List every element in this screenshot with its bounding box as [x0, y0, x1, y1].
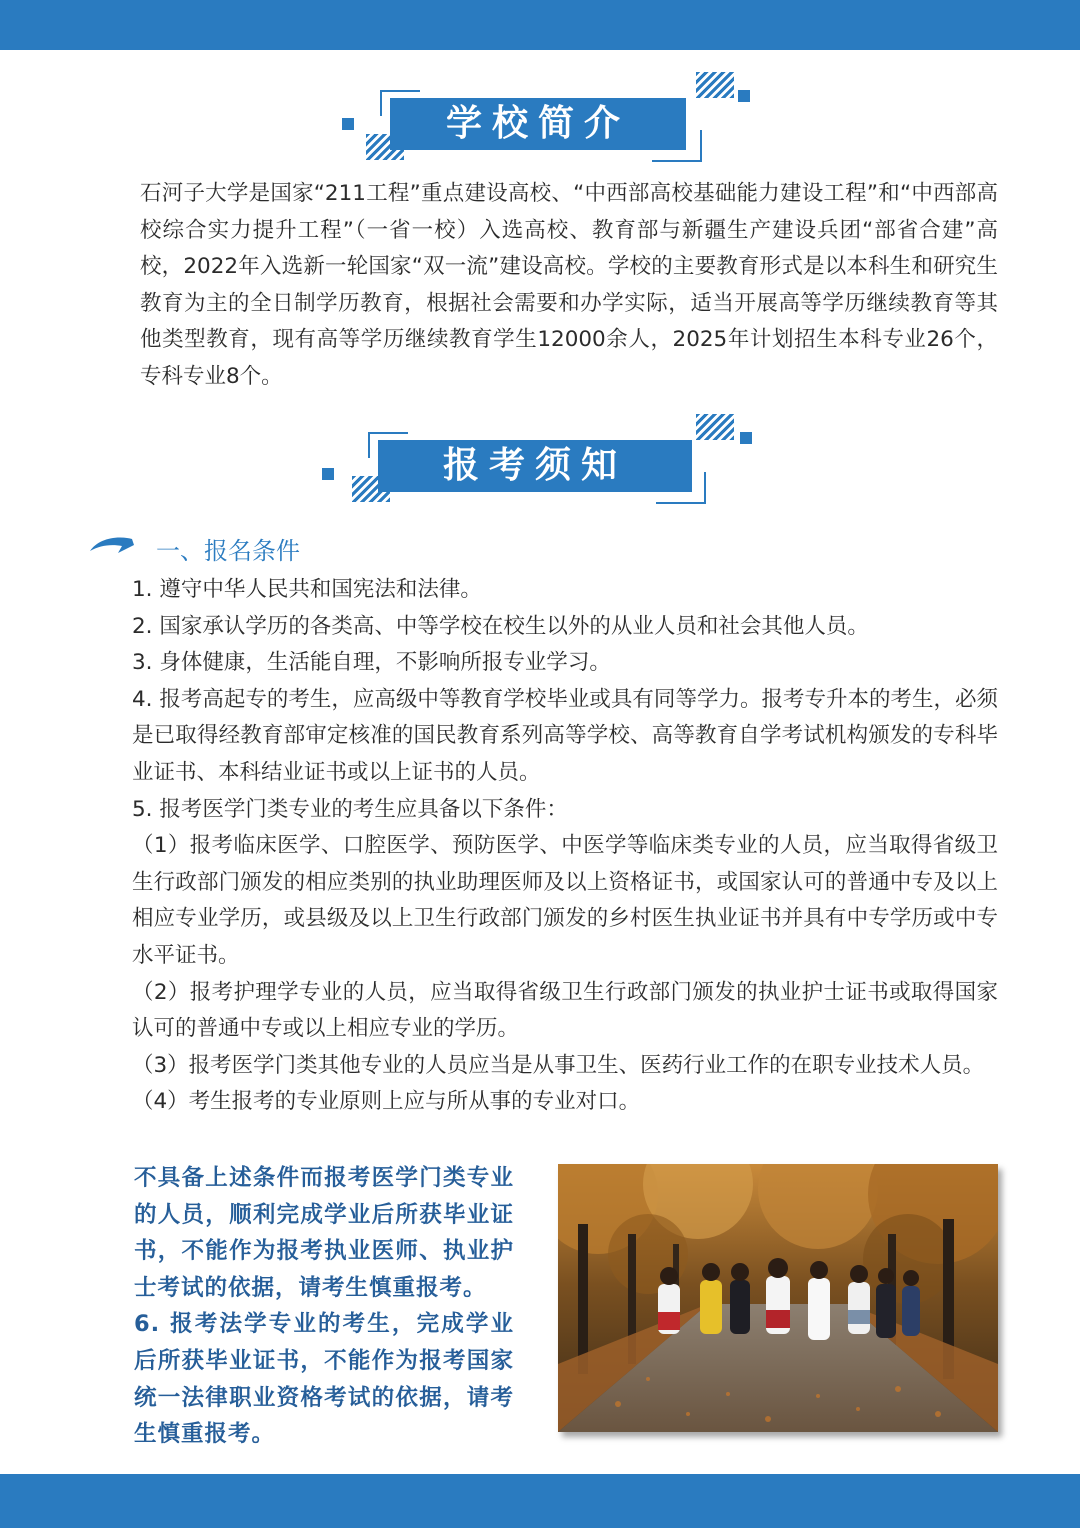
intro-heading: 学校简介	[390, 98, 686, 150]
square-decoration	[740, 432, 752, 444]
hatch-decoration	[696, 414, 734, 440]
condition-sub-item: （3）报考医学门类其他专业的人员应当是从事卫生、医药行业工作的在职专业技术人员。	[132, 1052, 985, 1078]
notice-heading-banner	[322, 414, 742, 504]
hatch-decoration	[696, 72, 734, 98]
condition-item: 4. 报考高起专的考生，应高级中等教育学校毕业或具有同等学力。报考专升本的考生，必须是已取得经教育部审定核准的国民教育系列高等学校、高等教育自学考试机构颁发的专科毕业证书、本科结业证书或以上证书的人员。	[132, 686, 998, 785]
bottom-band	[0, 1474, 1080, 1528]
campus-photo	[558, 1164, 998, 1432]
frame-corner	[652, 130, 702, 162]
condition-sub-item: （1）报考临床医学、口腔医学、预防医学、中医学等临床类专业的人员，应当取得省级卫生行政部门颁发的相应类别的执业助理医师及以上资格证书，或国家认可的普通中专及以上相应专业学历，或县级及以上卫生行政部门颁发的乡村医生执业证书并具有中专学历或中专水平证书。	[132, 833, 998, 968]
medical-warning: 不具备上述条件而报考医学门类专业的人员，顺利完成学业后所获毕业证书，不能作为报考执业医师、执业护士考试的依据，请考生慎重报考。	[134, 1165, 514, 1301]
condition-item: 1. 遵守中华人民共和国宪法和法律。	[132, 577, 482, 602]
condition-item: 2. 国家承认学历的各类高、中等学校在校生以外的从业人员和社会其他人员。	[132, 613, 869, 639]
condition-sub-item: （2）报考护理学专业的人员，应当取得省级卫生行政部门颁发的执业护士证书或取得国家认可的普通中专或以上相应专业的学历。	[132, 979, 998, 1042]
notice-heading: 报考须知	[378, 440, 692, 492]
square-decoration	[738, 90, 750, 102]
law-warning: 6. 报考法学专业的考生，完成学业后所获毕业证书，不能作为报考国家统一法律职业资格考试的依据，请考生慎重报考。	[134, 1311, 514, 1448]
top-band	[0, 0, 1080, 50]
conditions-list	[88, 572, 998, 1121]
condition-item: 3. 身体健康，生活能自理，不影响所报专业学习。	[132, 650, 611, 676]
condition-sub-item: （4）考生报考的专业原则上应与所从事的专业对口。	[132, 1089, 641, 1115]
autumn-avenue-photo	[558, 1164, 998, 1432]
hatch-decoration	[366, 134, 404, 160]
intro-heading-banner	[342, 72, 762, 162]
square-decoration	[342, 118, 354, 130]
square-decoration	[322, 468, 334, 480]
hatch-decoration	[352, 476, 390, 502]
condition-item: 5. 报考医学门类专业的考生应具备以下条件：	[132, 796, 568, 822]
conditions-subheading	[86, 530, 300, 566]
notice-warning	[88, 1160, 514, 1453]
subheading-label: 一、报名条件	[156, 536, 300, 565]
frame-corner	[656, 472, 706, 504]
curved-arrow-icon	[86, 533, 136, 563]
intro-paragraph: 石河子大学是国家“211工程”重点建设高校、“中西部高校基础能力建设工程”和“中西部高校综合实力提升工程”（一省一校）入选高校、教育部与新疆生产建设兵团“部省合建”高校，2022年入选新一轮国家“双一流”建设高校。学校的主要教育形式是以本科生和研究生教育为主的全日制学历教育，根据社会需要和办学实际，适当开展高等学历继续教育等其他类型教育，现有高等学历继续教育学生12000余人，2025年计划招生本科专业26个，专科专业8个。	[140, 181, 998, 389]
